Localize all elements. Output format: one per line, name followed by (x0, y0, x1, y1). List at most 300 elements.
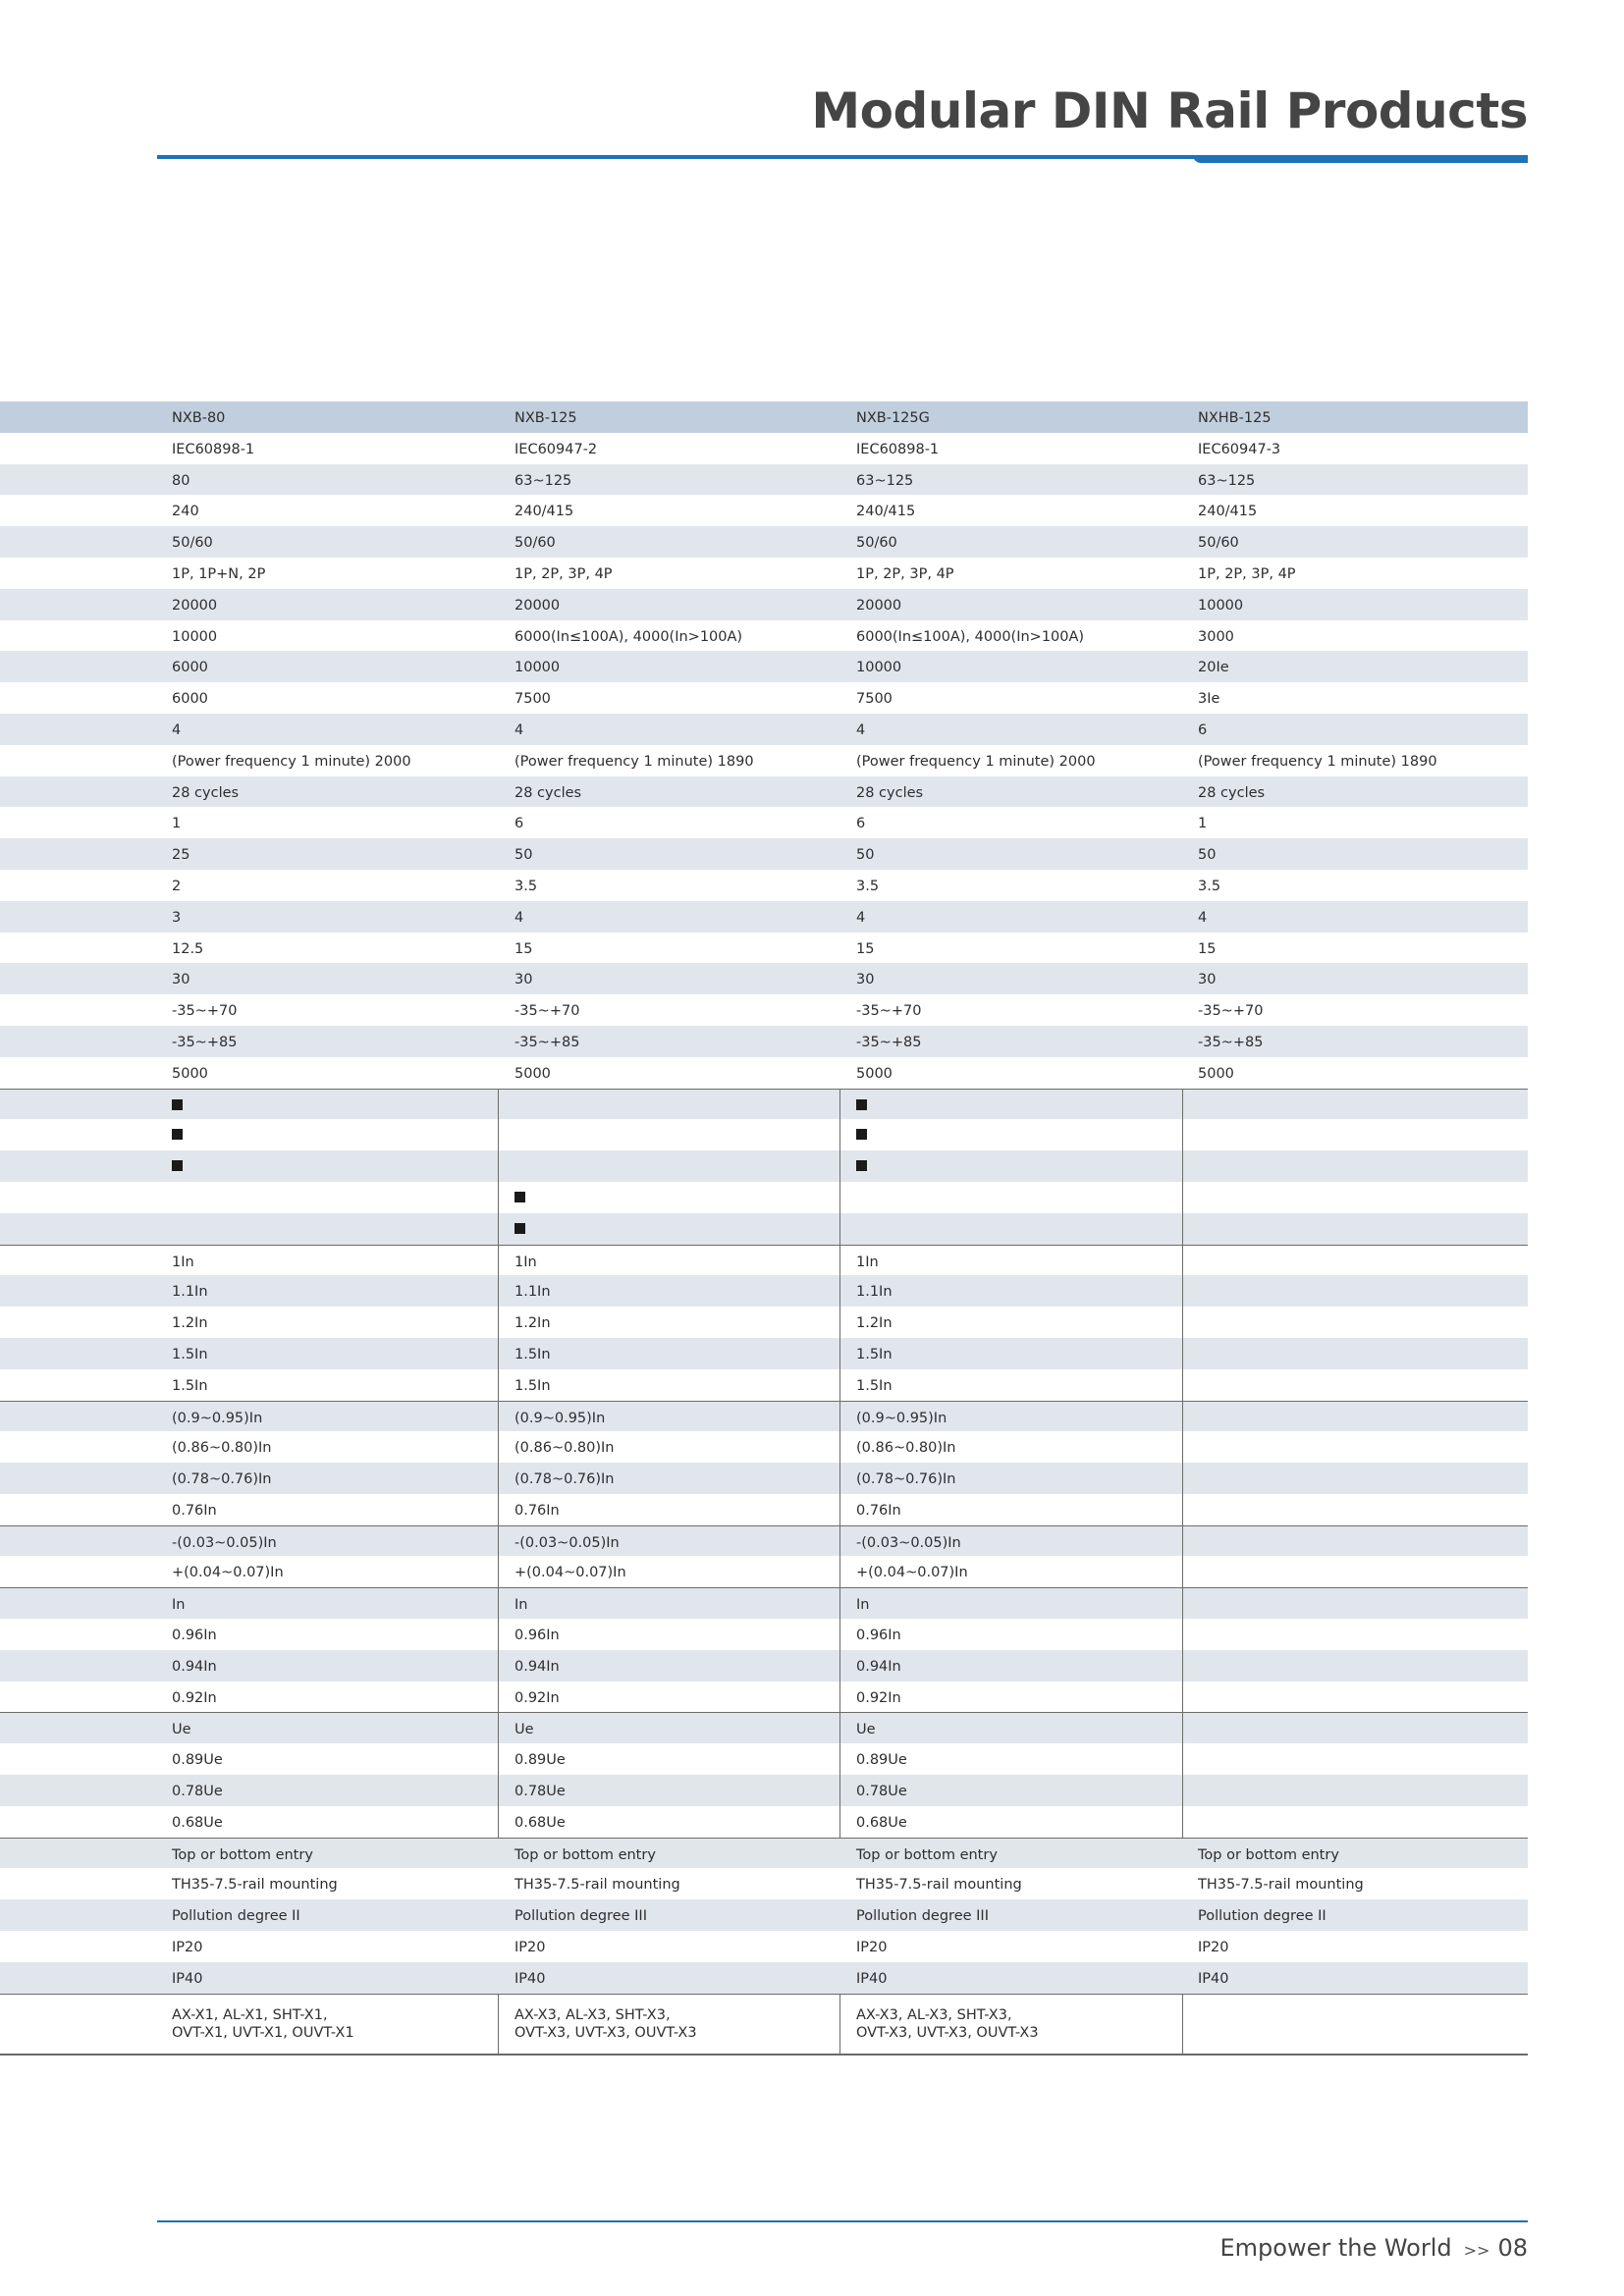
column-divider (1182, 1275, 1183, 1307)
column-header: NXB-125G (856, 410, 930, 426)
table-cell: 1.5In (172, 1377, 208, 1394)
column-divider (839, 1526, 840, 1557)
table-cell: 4 (856, 721, 866, 738)
table-cell: AX-X1, AL-X1, SHT-X1, OVT-X1, UVT-X1, OUVT-X1 (172, 2006, 354, 2041)
table-cell: 50/60 (172, 535, 213, 552)
table-row (0, 464, 1528, 496)
table-cell: 0.68Ue (172, 1814, 223, 1831)
table-cell: (0.78~0.76)In (856, 1471, 956, 1488)
table-cell: 0.76In (172, 1502, 217, 1519)
column-divider (1182, 1182, 1183, 1213)
column-divider (839, 1588, 840, 1619)
table-cell: 1P, 1P+N, 2P (172, 565, 266, 582)
column-divider (839, 1369, 840, 1401)
table-cell (856, 1213, 1181, 1245)
column-divider (498, 1369, 499, 1401)
table-cell: 3000 (1198, 628, 1234, 645)
table-cell: 1.2In (172, 1315, 208, 1332)
table-cell: 6000 (172, 660, 208, 676)
table-cell (1198, 1369, 1528, 1401)
table-row (0, 1994, 1528, 2056)
column-divider (839, 1463, 840, 1494)
table-row (0, 1026, 1528, 1057)
table-cell: (0.86~0.80)In (172, 1440, 272, 1457)
column-divider (498, 1246, 499, 1276)
spec-table (0, 401, 1528, 2056)
table-cell: IP40 (172, 1970, 203, 1987)
column-divider (1182, 1556, 1183, 1587)
column-divider (839, 1556, 840, 1587)
table-cell: In (514, 1597, 528, 1614)
column-divider (839, 1275, 840, 1307)
table-cell: -35~+70 (172, 1003, 238, 1020)
column-divider (1182, 1713, 1183, 1743)
column-divider (839, 1431, 840, 1463)
table-cell: (0.78~0.76)In (172, 1471, 272, 1488)
table-cell (1198, 1463, 1528, 1494)
table-cell: (0.9~0.95)In (172, 1410, 263, 1426)
table-cell (1198, 1275, 1528, 1307)
table-cell: 0.78Ue (172, 1784, 223, 1800)
table-cell: 30 (514, 972, 533, 988)
table-cell: 5000 (1198, 1065, 1234, 1082)
table-cell: 30 (172, 972, 190, 988)
column-header: NXB-125 (514, 410, 577, 426)
table-cell: In (172, 1597, 186, 1614)
table-cell: 0.94In (856, 1658, 901, 1675)
filled-square-marker (172, 1119, 499, 1150)
column-divider (839, 1682, 840, 1713)
table-row (0, 433, 1528, 464)
table-cell: 10000 (856, 660, 902, 676)
page-number: 08 (1497, 2234, 1528, 2262)
table-cell: 3.5 (856, 878, 880, 894)
column-divider (498, 1463, 499, 1494)
column-divider (1182, 1246, 1183, 1276)
column-divider (498, 1806, 499, 1838)
table-cell: (0.78~0.76)In (514, 1471, 615, 1488)
table-row (0, 1556, 1528, 1587)
table-cell: 7500 (514, 691, 551, 708)
table-row (0, 1431, 1528, 1463)
table-cell: 240/415 (514, 504, 574, 520)
table-cell (514, 1090, 839, 1120)
table-cell: 4 (1198, 909, 1208, 926)
table-row (0, 1057, 1528, 1089)
table-cell: IEC60898-1 (172, 441, 255, 457)
table-cell: Ue (514, 1722, 534, 1738)
column-divider (839, 1713, 840, 1743)
table-cell: (0.9~0.95)In (514, 1410, 606, 1426)
table-cell (172, 1213, 499, 1245)
column-divider (839, 1650, 840, 1682)
table-cell (1198, 1119, 1528, 1150)
table-cell: 0.92In (856, 1689, 901, 1706)
table-row (0, 1401, 1528, 1432)
column-divider (1182, 1213, 1183, 1245)
table-cell: 1In (856, 1254, 879, 1270)
table-cell: 0.89Ue (856, 1752, 907, 1769)
column-divider (839, 1995, 840, 2054)
column-header: NXHB-125 (1198, 410, 1272, 426)
table-cell: 2 (172, 878, 182, 894)
column-divider (1182, 1463, 1183, 1494)
footer-slogan: Empower the World (1219, 2234, 1452, 2262)
table-cell: (Power frequency 1 minute) 2000 (172, 753, 411, 770)
table-cell: 63~125 (1198, 472, 1256, 489)
table-row (0, 589, 1528, 620)
table-cell: 1In (514, 1254, 537, 1270)
column-divider (498, 1150, 499, 1182)
square-bullet-icon (856, 1160, 867, 1171)
table-cell: 3.5 (1198, 878, 1221, 894)
table-row (0, 994, 1528, 1026)
table-row (0, 1213, 1528, 1245)
table-row (0, 1743, 1528, 1775)
table-cell: 25 (172, 847, 190, 864)
column-divider (498, 1275, 499, 1307)
table-cell: Top or bottom entry (514, 1846, 656, 1863)
table-row (0, 1182, 1528, 1213)
column-divider (839, 1090, 840, 1120)
column-divider (498, 1526, 499, 1557)
column-divider (839, 1119, 840, 1150)
table-cell: Ue (172, 1722, 191, 1738)
table-row (0, 1682, 1528, 1713)
table-cell: 0.96In (514, 1628, 560, 1644)
table-row (0, 1525, 1528, 1557)
table-cell (1198, 1619, 1528, 1650)
square-bullet-icon (856, 1099, 867, 1110)
table-cell: AX-X3, AL-X3, SHT-X3, OVT-X3, UVT-X3, OUVT-X3 (856, 2006, 1039, 2041)
column-divider (1182, 1806, 1183, 1838)
table-cell (1198, 1995, 1528, 2054)
table-cell: 0.76In (856, 1502, 901, 1519)
table-cell (1198, 1682, 1528, 1713)
table-cell: 50/60 (514, 535, 556, 552)
column-divider (1182, 1494, 1183, 1525)
column-divider (1182, 1743, 1183, 1775)
table-row (0, 651, 1528, 682)
table-row (0, 1868, 1528, 1899)
table-cell: 12.5 (172, 940, 204, 957)
filled-square-marker (514, 1182, 839, 1213)
table-cell: 1.5In (514, 1377, 551, 1394)
table-cell: 1.2In (514, 1315, 551, 1332)
table-cell: 0.92In (172, 1689, 217, 1706)
column-divider (839, 1743, 840, 1775)
table-cell: 0.94In (172, 1658, 217, 1675)
table-cell: 10000 (1198, 597, 1244, 614)
table-cell (514, 1150, 839, 1182)
table-cell: 1P, 2P, 3P, 4P (514, 565, 613, 582)
square-bullet-icon (172, 1129, 183, 1140)
table-row (0, 1962, 1528, 1994)
table-row (0, 745, 1528, 776)
table-cell: 0.89Ue (172, 1752, 223, 1769)
table-cell: 6000(In≤100A), 4000(In>100A) (856, 628, 1085, 645)
header-rule-accent (1193, 155, 1528, 163)
table-cell: 240 (172, 504, 199, 520)
table-row (0, 901, 1528, 933)
column-divider (839, 1775, 840, 1806)
table-row (0, 1494, 1528, 1525)
column-divider (498, 1494, 499, 1525)
table-row (0, 1650, 1528, 1682)
table-cell: 50 (514, 847, 533, 864)
table-cell: +(0.04~0.07)In (514, 1565, 626, 1581)
table-cell: 10000 (514, 660, 561, 676)
table-cell: (Power frequency 1 minute) 1890 (1198, 753, 1437, 770)
table-cell: TH35-7.5-rail mounting (1198, 1877, 1364, 1894)
table-cell: 63~125 (856, 472, 914, 489)
table-cell (1198, 1246, 1528, 1276)
column-divider (1182, 1682, 1183, 1713)
column-divider (498, 1431, 499, 1463)
table-row (0, 526, 1528, 558)
column-divider (498, 1119, 499, 1150)
table-row (0, 620, 1528, 652)
table-cell: 6 (514, 816, 524, 832)
table-cell: 10000 (172, 628, 218, 645)
table-cell: 6000(In≤100A), 4000(In>100A) (514, 628, 743, 645)
column-divider (498, 1743, 499, 1775)
table-cell: 0.89Ue (514, 1752, 566, 1769)
table-cell (1198, 1431, 1528, 1463)
table-cell: 28 cycles (514, 784, 582, 801)
table-cell: 5000 (172, 1065, 208, 1082)
column-divider (1182, 1338, 1183, 1369)
footer-rule (157, 2220, 1528, 2222)
table-cell: -35~+85 (514, 1034, 580, 1050)
column-divider (498, 1650, 499, 1682)
table-cell: AX-X3, AL-X3, SHT-X3, OVT-X3, UVT-X3, OUVT-X3 (514, 2006, 697, 2041)
square-bullet-icon (172, 1160, 183, 1171)
table-row (0, 1463, 1528, 1494)
table-row (0, 558, 1528, 589)
table-cell: 50 (1198, 847, 1217, 864)
table-cell: Pollution degree II (1198, 1908, 1326, 1925)
column-divider (498, 1213, 499, 1245)
table-cell (1198, 1650, 1528, 1682)
column-divider (498, 1682, 499, 1713)
column-divider (839, 1307, 840, 1338)
table-cell: 30 (1198, 972, 1217, 988)
table-cell: 0.68Ue (514, 1814, 566, 1831)
column-divider (1182, 1619, 1183, 1650)
table-cell: 0.76In (514, 1502, 560, 1519)
table-cell: 15 (514, 940, 533, 957)
table-cell: 1.1In (514, 1284, 551, 1301)
table-cell: 0.96In (172, 1628, 217, 1644)
column-divider (1182, 1995, 1183, 2054)
filled-square-marker (172, 1150, 499, 1182)
table-cell: +(0.04~0.07)In (856, 1565, 968, 1581)
table-row (0, 1587, 1528, 1619)
table-cell: 7500 (856, 691, 893, 708)
table-cell: In (856, 1597, 870, 1614)
table-cell: Pollution degree III (856, 1908, 989, 1925)
table-cell: (Power frequency 1 minute) 1890 (514, 753, 754, 770)
table-cell: IEC60947-3 (1198, 441, 1281, 457)
table-row (0, 1619, 1528, 1650)
table-cell (514, 1119, 839, 1150)
table-cell: 1 (172, 816, 182, 832)
filled-square-marker (856, 1119, 1181, 1150)
table-cell: 0.78Ue (856, 1784, 907, 1800)
table-cell: 5000 (856, 1065, 893, 1082)
table-cell (1198, 1213, 1528, 1245)
table-row (0, 1338, 1528, 1369)
column-divider (1182, 1650, 1183, 1682)
table-cell (1198, 1743, 1528, 1775)
table-row (0, 1931, 1528, 1962)
table-cell: Top or bottom entry (1198, 1846, 1339, 1863)
table-cell: -35~+85 (172, 1034, 238, 1050)
filled-square-marker (856, 1090, 1181, 1120)
table-cell: IP40 (1198, 1970, 1229, 1987)
page-title: Modular DIN Rail Products (811, 82, 1528, 139)
table-cell: 50/60 (856, 535, 897, 552)
table-row (0, 838, 1528, 870)
table-cell: 28 cycles (172, 784, 240, 801)
table-row (0, 1775, 1528, 1806)
column-divider (1182, 1431, 1183, 1463)
column-divider (498, 1619, 499, 1650)
column-divider (839, 1182, 840, 1213)
table-cell: Top or bottom entry (172, 1846, 313, 1863)
table-cell: 4 (172, 721, 182, 738)
column-divider (839, 1619, 840, 1650)
column-divider (839, 1150, 840, 1182)
table-cell: 20000 (172, 597, 218, 614)
column-divider (1182, 1119, 1183, 1150)
filled-square-marker (172, 1090, 499, 1120)
table-cell (1198, 1556, 1528, 1587)
table-cell: 1P, 2P, 3P, 4P (1198, 565, 1296, 582)
column-divider (839, 1806, 840, 1838)
table-row (0, 807, 1528, 838)
table-cell: IP40 (856, 1970, 888, 1987)
table-cell: Ue (856, 1722, 876, 1738)
table-cell: -35~+85 (856, 1034, 922, 1050)
table-header-row (0, 401, 1528, 433)
table-cell: 15 (1198, 940, 1217, 957)
square-bullet-icon (514, 1192, 525, 1202)
table-cell: 3.5 (514, 878, 538, 894)
column-divider (1182, 1369, 1183, 1401)
table-cell: -35~+70 (856, 1003, 922, 1020)
table-cell (1198, 1775, 1528, 1806)
table-cell: 63~125 (514, 472, 572, 489)
table-cell: 1.5In (856, 1377, 893, 1394)
table-cell: 240/415 (856, 504, 916, 520)
table-cell: 80 (172, 472, 190, 489)
table-cell: 1.5In (514, 1346, 551, 1362)
footer (1219, 2234, 1528, 2262)
table-cell: Pollution degree III (514, 1908, 647, 1925)
column-divider (1182, 1775, 1183, 1806)
table-row (0, 1838, 1528, 1869)
table-cell: 0.96In (856, 1628, 901, 1644)
table-cell: 6 (1198, 721, 1208, 738)
column-divider (839, 1338, 840, 1369)
table-row (0, 1899, 1528, 1931)
table-cell: 1 (1198, 816, 1208, 832)
table-cell: TH35-7.5-rail mounting (514, 1877, 680, 1894)
column-divider (498, 1307, 499, 1338)
column-divider (839, 1246, 840, 1276)
table-cell: IP20 (856, 1940, 888, 1956)
table-row (0, 1150, 1528, 1182)
table-cell: 3Ie (1198, 691, 1220, 708)
table-cell: (0.9~0.95)In (856, 1410, 947, 1426)
column-divider (1182, 1588, 1183, 1619)
table-row (0, 1806, 1528, 1838)
table-cell (856, 1182, 1181, 1213)
table-cell (1198, 1182, 1528, 1213)
table-cell: 1.5In (172, 1346, 208, 1362)
table-cell: 1In (172, 1254, 194, 1270)
filled-square-marker (856, 1150, 1181, 1182)
column-divider (839, 1494, 840, 1525)
table-cell: 50 (856, 847, 875, 864)
table-row (0, 714, 1528, 745)
table-cell: -35~+70 (1198, 1003, 1264, 1020)
table-row (0, 870, 1528, 901)
table-cell: 20000 (856, 597, 902, 614)
table-cell: 1P, 2P, 3P, 4P (856, 565, 954, 582)
column-divider (1182, 1150, 1183, 1182)
table-cell: IEC60898-1 (856, 441, 940, 457)
table-cell: 28 cycles (1198, 784, 1266, 801)
column-divider (839, 1402, 840, 1432)
table-cell: IP20 (172, 1940, 203, 1956)
table-cell: TH35-7.5-rail mounting (172, 1877, 338, 1894)
column-divider (498, 1775, 499, 1806)
table-row (0, 1089, 1528, 1120)
column-header: NXB-80 (172, 410, 226, 426)
table-cell: -35~+85 (1198, 1034, 1264, 1050)
column-divider (1182, 1307, 1183, 1338)
table-cell (1198, 1338, 1528, 1369)
table-cell: 20000 (514, 597, 561, 614)
table-cell (1198, 1402, 1528, 1432)
table-cell: 0.94In (514, 1658, 560, 1675)
table-cell (1198, 1150, 1528, 1182)
table-cell: 20Ie (1198, 660, 1229, 676)
table-cell (1198, 1307, 1528, 1338)
table-cell (1198, 1494, 1528, 1525)
table-row (0, 495, 1528, 526)
table-cell: 1.2In (856, 1315, 893, 1332)
table-cell: 5000 (514, 1065, 551, 1082)
table-cell: -(0.03~0.05)In (514, 1534, 620, 1551)
table-cell (1198, 1090, 1528, 1120)
table-cell: 4 (514, 909, 524, 926)
table-cell: 240/415 (1198, 504, 1258, 520)
table-cell: 4 (856, 909, 866, 926)
square-bullet-icon (172, 1099, 183, 1110)
table-cell: 50/60 (1198, 535, 1239, 552)
table-cell: -(0.03~0.05)In (172, 1534, 277, 1551)
square-bullet-icon (856, 1129, 867, 1140)
table-cell: 0.68Ue (856, 1814, 907, 1831)
table-row (0, 682, 1528, 714)
table-row (0, 1245, 1528, 1276)
table-cell: 6000 (172, 691, 208, 708)
table-cell: (0.86~0.80)In (856, 1440, 956, 1457)
